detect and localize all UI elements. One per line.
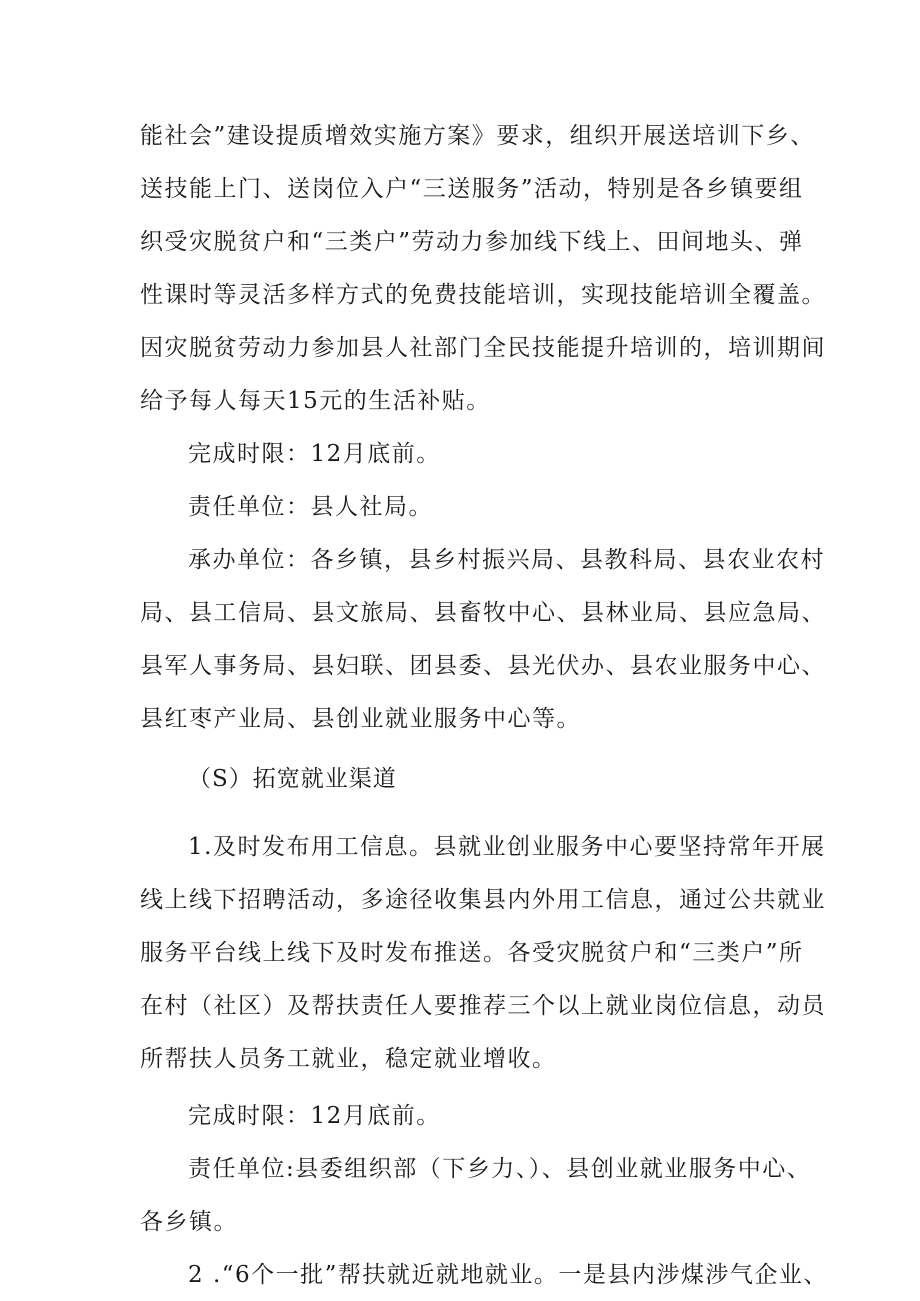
body-text-line: 因灾脱贫劳动力参加县人社部门全民技能提升培训的，培训期间	[140, 335, 826, 361]
undertaking-unit-line: 县红枣产业局、县创业就业服务中心等。	[140, 706, 581, 732]
item-text-line: 2 .“6个一批”帮扶就近就地就业。一是县内涉煤涉气企业、	[188, 1262, 828, 1288]
responsible-unit-text: 责任单位：县人社局。	[188, 494, 433, 520]
undertaking-unit-line: 承办单位：各乡镇，县乡村振兴局、县教科局、县农业农村	[188, 547, 825, 573]
undertaking-unit-line: 县军人事务局、县妇联、团县委、县光伏办、县农业服务中心、	[140, 653, 826, 679]
item-text-line: 线上线下招聘活动，多途径收集县内外用工信息，通过公共就业	[140, 887, 826, 913]
item-text-line: 在村（社区）及帮扶责任人要推荐三个以上就业岗位信息，动员	[140, 993, 826, 1019]
deadline-text: 完成时限：12月底前。	[188, 441, 441, 467]
item-text-line: 所帮扶人员务工就业，稳定就业增收。	[140, 1046, 557, 1072]
body-text-line: 织受灾脱贫户和“三类户”劳动力参加线下线上、田间地头、弹	[140, 229, 804, 255]
responsible-unit-line: 各乡镇。	[140, 1209, 238, 1235]
responsible-unit-line: 责任单位:县委组织部（下乡力、）、县创业就业服务中心、	[188, 1156, 812, 1182]
body-text-line: 送技能上门、送岗位入户“三送服务”活动，特别是各乡镇要组	[140, 176, 804, 202]
deadline-text: 完成时限：12月底前。	[188, 1103, 441, 1129]
body-text-line: 能社会”建设提质增效实施方案》要求，组织开展送培训下乡、	[140, 123, 815, 149]
body-text-line: 性课时等灵活多样方式的免费技能培训，实现技能培训全覆盖。	[140, 282, 826, 308]
item-text-line: 1.及时发布用工信息。县就业创业服务中心要坚持常年开展	[188, 834, 826, 860]
section-heading: （S）拓宽就业渠道	[188, 766, 397, 792]
undertaking-unit-line: 局、县工信局、县文旅局、县畜牧中心、县林业局、县应急局、	[140, 600, 826, 626]
body-text-line: 给予每人每天15元的生活补贴。	[140, 388, 491, 414]
item-text-line: 服务平台线上线下及时发布推送。各受灾脱贫户和“三类户”所	[140, 940, 804, 966]
